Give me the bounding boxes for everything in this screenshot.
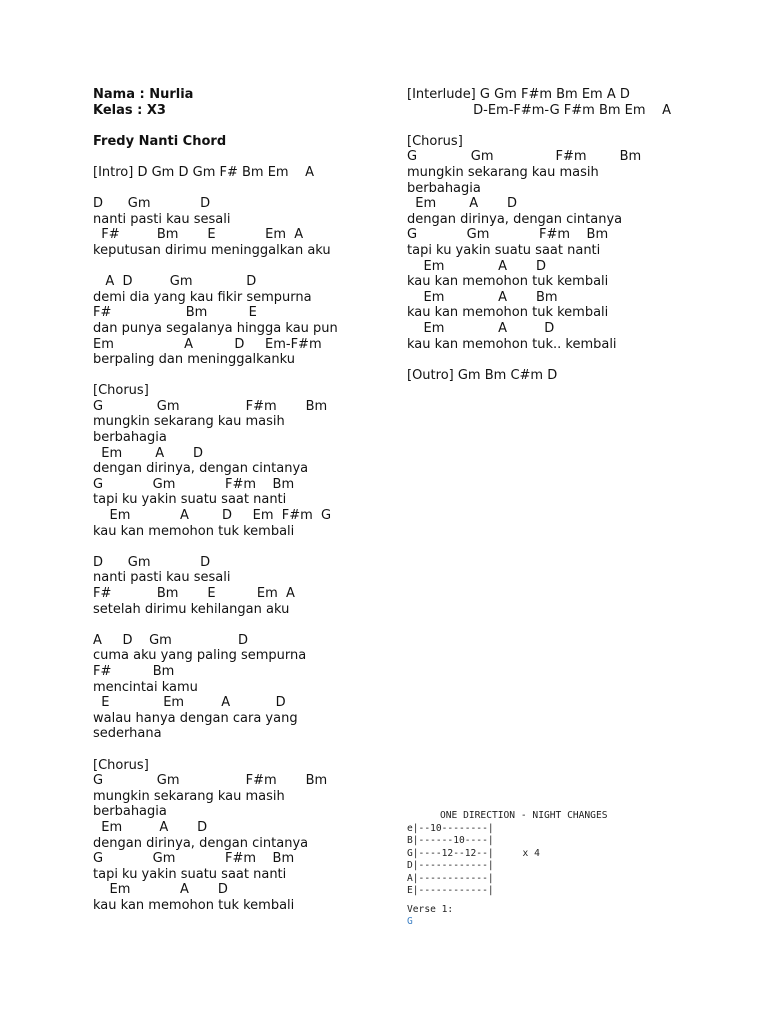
lyric-line: Em A Bm — [407, 289, 558, 305]
lyric-line: kau kan memohon tuk.. kembali — [407, 336, 617, 352]
lyric-line: F# Bm E Em A — [93, 586, 295, 601]
lyric-line: dengan dirinya, dengan cintanya — [407, 211, 623, 227]
lyric-line: walau hanya dengan cara yang — [93, 710, 298, 726]
lyric-line: G Gm F#m Bm — [93, 773, 328, 789]
lyric-line: G Gm F#m Bm — [93, 476, 295, 492]
lyric-line: mungkin sekarang kau masih — [93, 414, 285, 430]
lyric-line: G Gm F#m Bm — [407, 227, 609, 243]
lyric-line: D Gm D — [93, 554, 211, 570]
tab-title: ONE DIRECTION - NIGHT CHANGES — [440, 810, 608, 821]
lyric-line: kau kan memohon tuk kembali — [93, 897, 295, 913]
tab-string-line: B|------10----| — [407, 835, 494, 846]
lyric-line: demi dia yang kau fikir sempurna — [93, 289, 312, 305]
lyric-line: tapi ku yakin suatu saat nanti — [407, 242, 601, 258]
lyric-line: nanti pasti kau sesali — [93, 211, 231, 227]
lyric-line: A D Gm D — [93, 274, 257, 290]
lyric-line: G Gm F#m Bm — [93, 851, 295, 867]
lyric-line: F# Bm E — [93, 305, 257, 321]
lyric-line: Em A D Em-F#m — [93, 336, 322, 352]
lyric-line: A D Gm D — [93, 632, 248, 648]
left-lyrics — [93, 149, 393, 913]
lyric-line: berbahagia — [407, 180, 481, 196]
lyric-line: Em A D — [407, 258, 546, 274]
lyric-line: setelah dirimu kehilangan aku — [93, 601, 290, 617]
lyric-line: mungkin sekarang kau masih — [93, 788, 285, 804]
song-title: Fredy Nanti Chord — [93, 133, 227, 149]
lyric-line: F# Bm E Em A — [93, 227, 304, 243]
lyric-line: G Gm F#m Bm — [93, 398, 328, 414]
lyric-line: [Intro] D Gm D Gm F# Bm Em A — [93, 164, 314, 180]
lyric-line: G Gm F#m Bm — [407, 149, 642, 165]
lyric-line: berbahagia — [93, 430, 167, 446]
lyric-line: Em A D — [93, 445, 204, 461]
lyric-line: F# Bm — [93, 663, 175, 679]
lyric-line: dengan dirinya, dengan cintanya — [93, 461, 309, 477]
guitar-tab — [407, 810, 608, 929]
lyric-line: dan punya segalanya hingga kau pun — [93, 320, 338, 336]
verse-chord[interactable]: G — [407, 916, 413, 927]
lyric-line: mencintai kamu — [93, 679, 198, 695]
student-name: Nama : Nurlia — [93, 87, 194, 102]
lyric-line: Em A D — [93, 882, 228, 898]
lyric-line: D-Em-F#m-G F#m Bm Em A — [407, 102, 671, 118]
tab-string-line: A|------------| — [407, 872, 494, 884]
lyric-line: berbahagia — [93, 804, 167, 820]
lyric-line: Em A D — [407, 196, 518, 212]
lyric-line: [Chorus] — [93, 383, 149, 399]
lyric-line: sederhana — [93, 726, 162, 742]
student-class: Kelas : X3 — [93, 102, 166, 118]
lyric-line: kau kan memohon tuk kembali — [407, 274, 609, 290]
lyric-line: tapi ku yakin suatu saat nanti — [93, 492, 287, 508]
lyric-line: E Em A D — [93, 695, 286, 711]
lyric-line: [Interlude] G Gm F#m Bm Em A D — [407, 87, 630, 102]
lyric-line: mungkin sekarang kau masih — [407, 164, 599, 180]
lyric-line: berpaling dan meninggalkanku — [93, 352, 295, 368]
right-lyrics — [407, 87, 707, 383]
lyric-line: kau kan memohon tuk kembali — [407, 305, 609, 321]
lyric-line: kau kan memohon tuk kembali — [93, 523, 295, 539]
tab-string-line: e|--10--------| — [407, 822, 494, 834]
lyric-line: Em A D — [93, 819, 208, 835]
tab-string-line: G|----12--12--| x 4 — [407, 847, 540, 859]
lyric-line: cuma aku yang paling sempurna — [93, 648, 307, 664]
lyric-line: [Chorus] — [407, 133, 463, 149]
lyric-line: [Chorus] — [93, 757, 149, 773]
lyric-line: nanti pasti kau sesali — [93, 570, 231, 586]
lyric-line: D Gm D — [93, 196, 211, 212]
tab-string-line: E|------------| — [407, 885, 494, 896]
left-column — [93, 87, 393, 913]
verse-label: Verse 1: — [407, 903, 454, 915]
tab-staff — [407, 823, 608, 898]
lyric-line: tapi ku yakin suatu saat nanti — [93, 866, 287, 882]
tab-string-line: D|------------| — [407, 860, 494, 871]
lyric-line: Em A D Em F#m G — [93, 508, 332, 524]
lyric-line: keputusan dirimu meninggalkan aku — [93, 242, 331, 258]
lyric-line: [Outro] Gm Bm C#m D — [407, 367, 558, 383]
lyric-line: Em A D — [407, 320, 555, 336]
lyric-line: dengan dirinya, dengan cintanya — [93, 835, 309, 851]
right-column — [407, 87, 707, 383]
